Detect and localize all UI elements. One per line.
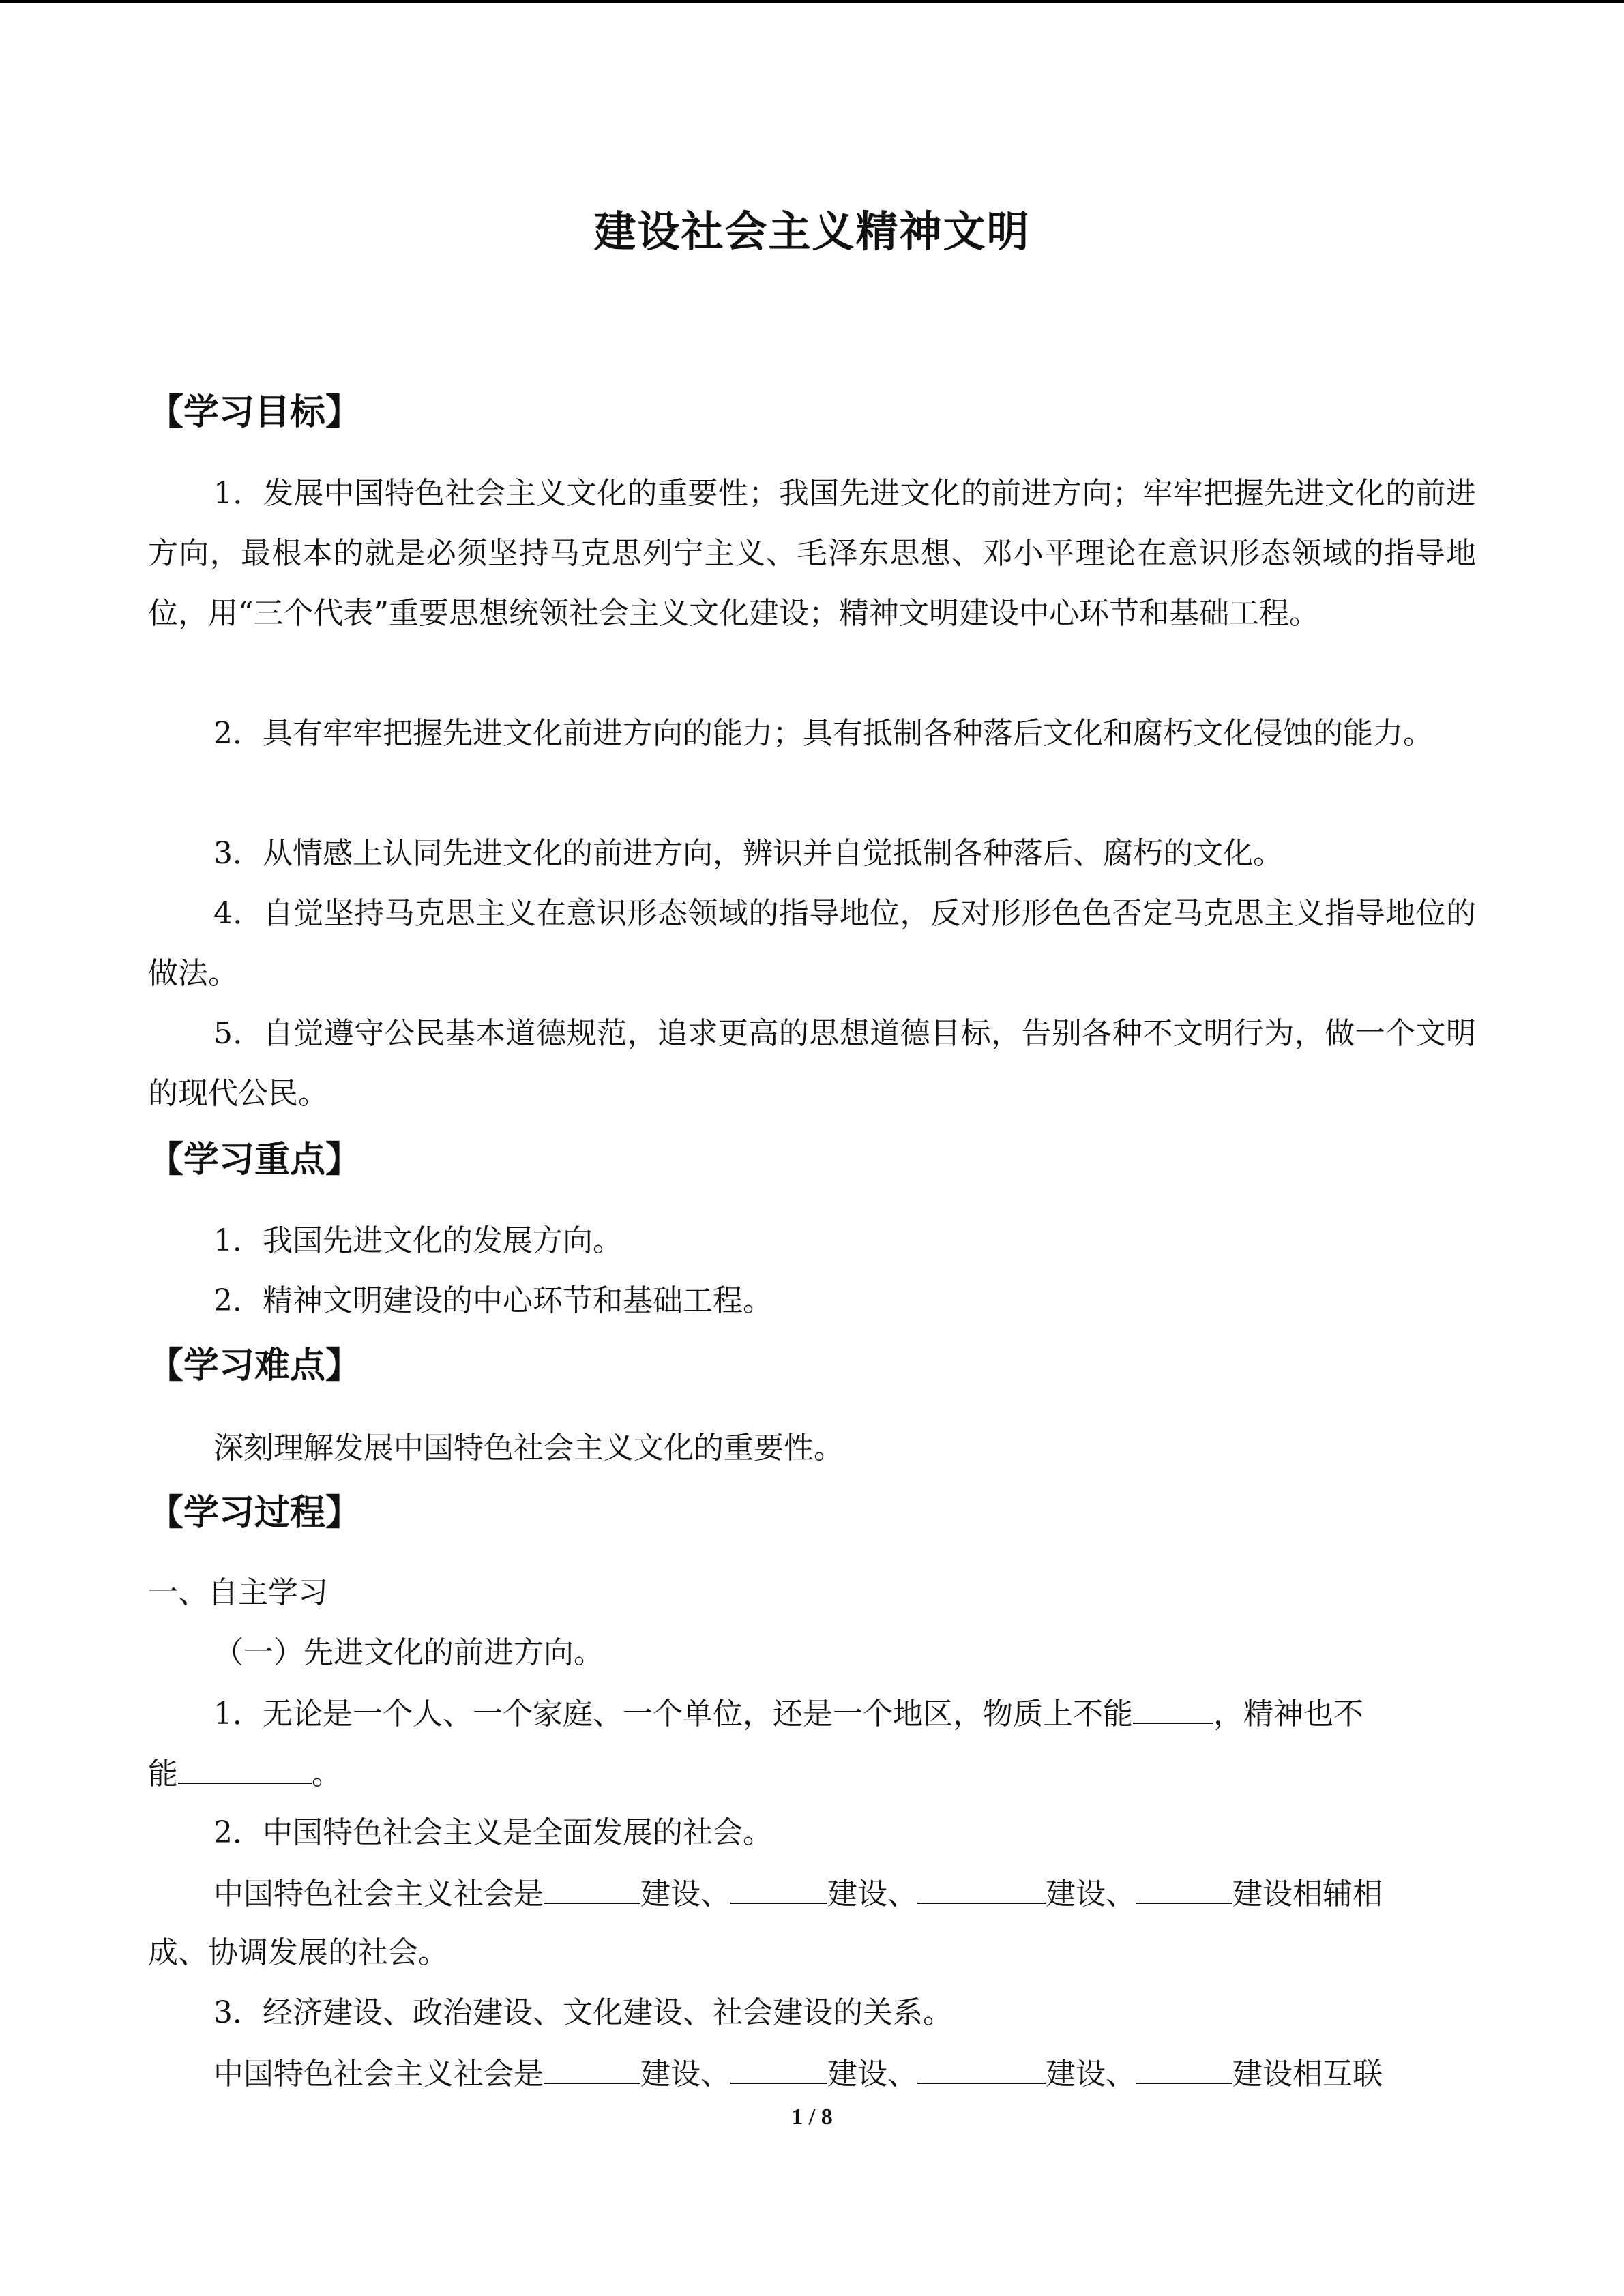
question-text: 建设、 <box>827 2057 917 2091</box>
fill-blank[interactable] <box>730 2053 827 2084</box>
question-1-line-2 <box>148 1753 342 1795</box>
question-text: 建设、 <box>1046 2057 1136 2091</box>
part-heading-self-study: 一、自主学习 <box>148 1575 328 1610</box>
subsection-heading: （一）先进文化的前进方向。 <box>213 1635 604 1670</box>
goal-item: 5．自觉遵守公民基本道德规范，追求更高的思想道德目标，告别各种不文明行为，做一个文明的现代公民。 <box>148 1016 1476 1111</box>
fill-blank[interactable] <box>917 2053 1046 2084</box>
question-text: 建设、 <box>1046 1877 1136 1911</box>
fill-blank[interactable] <box>1133 1693 1213 1724</box>
fill-blank[interactable] <box>544 2053 640 2084</box>
fill-blank[interactable] <box>1136 2053 1232 2084</box>
goal-item: 3．从情感上认同先进文化的前进方向，辨识并自觉抵制各种落后、腐朽的文化。 <box>213 836 1283 871</box>
question-3-title: 3．经济建设、政治建设、文化建设、社会建设的关系。 <box>213 1995 953 2030</box>
question-text: 建设、 <box>827 1877 917 1911</box>
page-number: 1 / 8 <box>791 2104 833 2130</box>
question-text: 能 <box>148 1757 178 1791</box>
question-text: 1．无论是一个人、一个家庭、一个单位，还是一个地区，物质上不能 <box>213 1697 1133 1731</box>
question-2-title: 2．中国特色社会主义是全面发展的社会。 <box>213 1815 773 1850</box>
question-text: 建设、 <box>640 1877 730 1911</box>
key-item: 1．我国先进文化的发展方向。 <box>213 1223 623 1258</box>
question-2-line-1 <box>213 1873 1383 1915</box>
fill-blank[interactable] <box>917 1873 1046 1904</box>
section-heading-goals: 【学习目标】 <box>148 392 361 433</box>
question-text: ，精神也不 <box>1213 1697 1363 1731</box>
fill-blank[interactable] <box>544 1873 640 1904</box>
goal-item: 4．自觉坚持马克思主义在意识形态领域的指导地位，反对形形色色否定马克思主义指导地位的做法。 <box>148 896 1476 991</box>
section-heading-process: 【学习过程】 <box>148 1493 361 1534</box>
fill-blank[interactable] <box>1136 1873 1232 1904</box>
fill-blank[interactable] <box>730 1873 827 1904</box>
question-text: 建设相互联 <box>1232 2057 1383 2091</box>
document-title: 建设社会主义精神文明 <box>593 207 1031 256</box>
question-text: 。 <box>312 1757 342 1791</box>
key-item: 2．精神文明建设的中心环节和基础工程。 <box>213 1283 773 1318</box>
document-page <box>148 0 1476 2296</box>
question-text: 中国特色社会主义社会是 <box>213 2057 544 2091</box>
question-2-line-2: 成、协调发展的社会。 <box>148 1935 448 1970</box>
section-heading-key: 【学习重点】 <box>148 1139 361 1180</box>
section-heading-difficulty: 【学习难点】 <box>148 1345 361 1386</box>
question-text: 中国特色社会主义社会是 <box>213 1877 544 1911</box>
question-text: 建设相辅相 <box>1232 1877 1383 1911</box>
fill-blank[interactable] <box>178 1753 312 1784</box>
question-3-line-1 <box>213 2053 1383 2095</box>
goal-item: 2．具有牢牢把握先进文化前进方向的能力；具有抵制各种落后文化和腐朽文化侵蚀的能力。 <box>213 716 1433 751</box>
question-1-line-1 <box>213 1693 1363 1735</box>
difficulty-item: 深刻理解发展中国特色社会主义文化的重要性。 <box>213 1431 844 1465</box>
question-text: 建设、 <box>640 2057 730 2091</box>
goal-item: 1．发展中国特色社会主义文化的重要性；我国先进文化的前进方向；牢牢把握先进文化的前进方向，最根本的就是必须坚持马克思列宁主义、毛泽东思想、邓小平理论在意识形态领域的指导地位，用“三个代表”重要思想统领社会主义文化建设；精神文明建设中心环节和基础工程。 <box>148 476 1476 631</box>
